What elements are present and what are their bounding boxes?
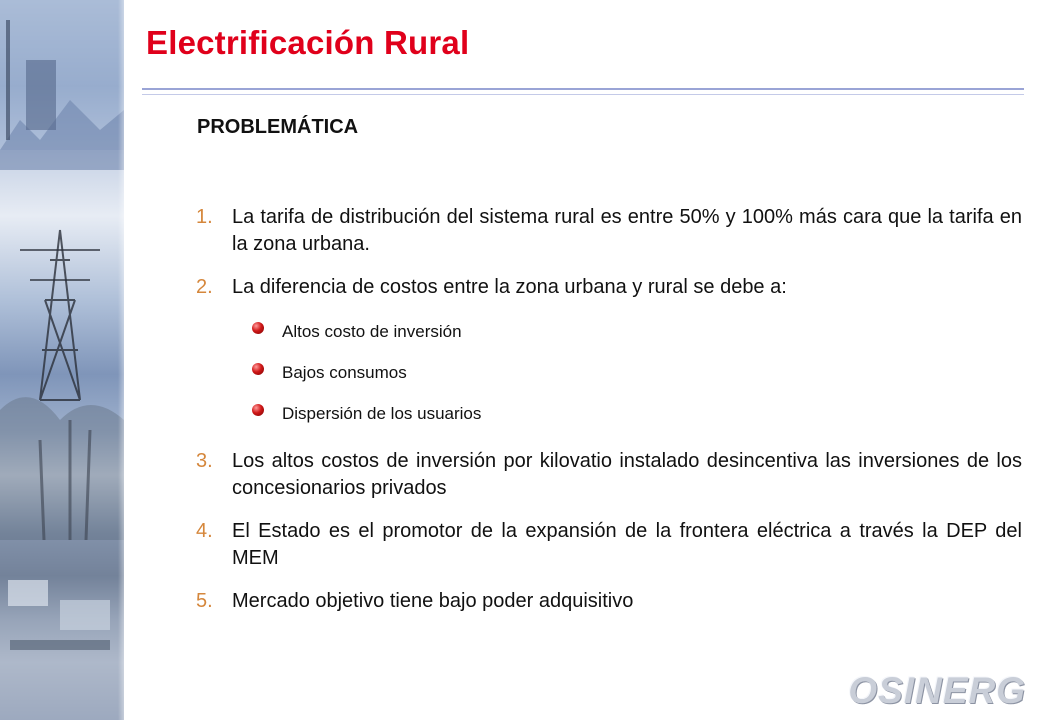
list-number: 1. (196, 206, 213, 228)
numbered-list (196, 204, 1022, 631)
list-item (196, 204, 1022, 258)
sub-list-item (252, 311, 1022, 352)
list-text: Mercado objetivo tiene bajo poder adquisitivo (232, 590, 634, 612)
list-item (196, 274, 1022, 301)
sub-list-container (196, 311, 1022, 434)
sidebar-fade-edge (118, 0, 124, 720)
red-sphere-bullet-icon (252, 322, 264, 334)
list-item (196, 448, 1022, 502)
slide-title: Electrificación Rural (146, 24, 470, 61)
sub-list-text: Bajos consumos (282, 362, 407, 382)
list-number: 5. (196, 590, 213, 612)
osinerg-logo: OSINERG (848, 670, 1026, 711)
list-number: 4. (196, 520, 213, 542)
list-text: Los altos costos de inversión por kilovatio instalado desincentiva las inversiones de los concesionarios privados (232, 450, 1022, 499)
sub-list-text: Altos costo de inversión (282, 321, 462, 341)
sub-list (252, 311, 1022, 434)
list-item (196, 518, 1022, 572)
title-divider (142, 88, 1024, 95)
red-sphere-bullet-icon (252, 404, 264, 416)
sidebar-collage-image (0, 0, 124, 720)
list-text: La tarifa de distribución del sistema rural es entre 50% y 100% más cara que la tarifa en la zona urbana. (232, 206, 1022, 255)
sub-list-item (252, 393, 1022, 434)
list-number: 3. (196, 450, 213, 472)
list-text: El Estado es el promotor de la expansión de la frontera eléctrica a través la DEP del MEM (232, 520, 1022, 569)
list-number: 2. (196, 276, 213, 298)
sub-list-text: Dispersión de los usuarios (282, 403, 482, 423)
sidebar-photo-strip (0, 0, 124, 720)
section-heading: PROBLEMÁTICA (197, 116, 359, 138)
list-item (196, 588, 1022, 615)
list-text: La diferencia de costos entre la zona urbana y rural se debe a: (232, 276, 787, 298)
red-sphere-bullet-icon (252, 363, 264, 375)
sub-list-item (252, 352, 1022, 393)
